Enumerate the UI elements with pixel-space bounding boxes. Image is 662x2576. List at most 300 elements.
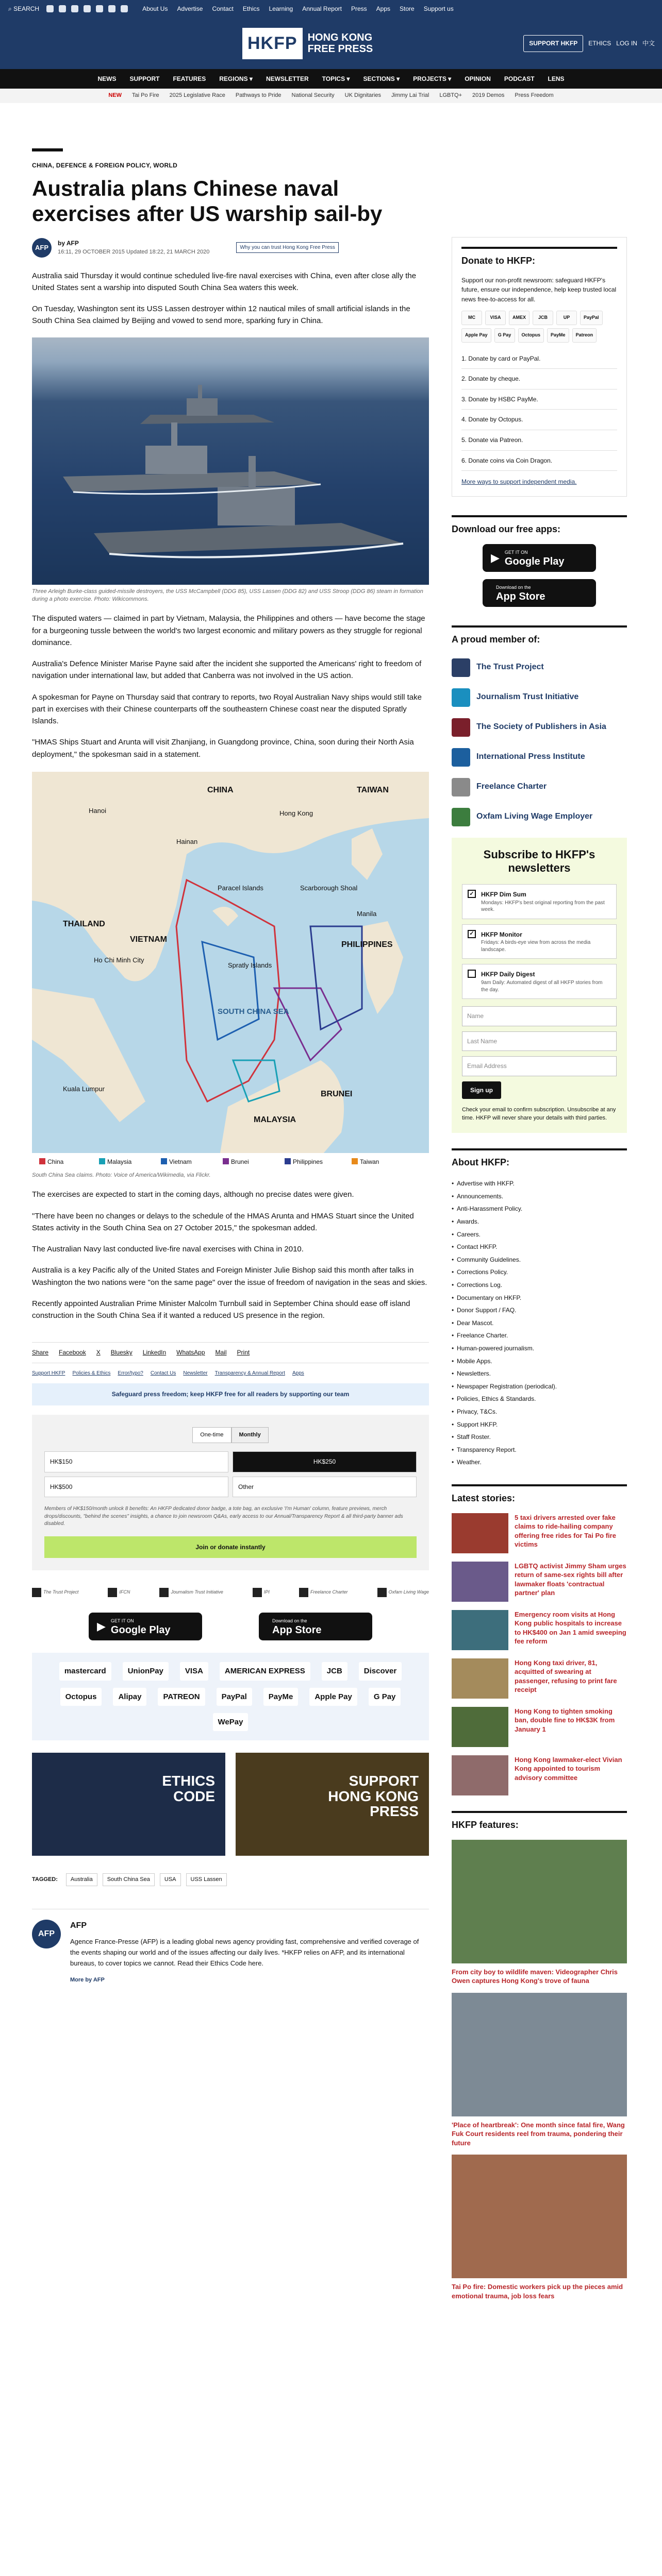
payment-logo: VISA [180, 1662, 208, 1680]
sidebar-app-buttons [452, 544, 627, 607]
article-category[interactable]: CHINA, DEFENCE & FOREIGN POLICY, WORLD [32, 162, 178, 169]
share-link[interactable]: X [96, 1349, 101, 1357]
paragraph: A spokesman for Payne on Thursday said that contrary to reports, two Royal Australian Navy ships would still take part in exercises with their Chinese counterparts off the southeastern Chinese coast near the disputed Spratly Islands. [32, 692, 422, 726]
app-store-button[interactable] [259, 1613, 372, 1640]
amount-other[interactable]: Other [233, 1477, 417, 1498]
about-link[interactable]: • Policies, Ethics & Standards. [452, 1393, 627, 1405]
member-logo[interactable] [452, 748, 627, 767]
share-label: Share [32, 1349, 49, 1357]
util-link[interactable]: Press [351, 5, 367, 12]
signup-button[interactable]: Sign up [462, 1081, 501, 1099]
member-name: Oxfam Living Wage Employer [476, 812, 593, 821]
payment-logo: PayMe [263, 1688, 299, 1706]
util-link[interactable]: Ethics [242, 5, 260, 12]
newsletter-heading: Subscribe to HKFP's newsletters [483, 848, 595, 874]
about-link[interactable]: • Support HKFP. [452, 1418, 627, 1431]
story-thumbnail[interactable] [452, 1755, 508, 1795]
newsletter-desc: Fridays: A birds-eye view from across the media landscape. [481, 940, 591, 953]
member-logo[interactable] [452, 688, 627, 707]
support-bar[interactable]: Safeguard press freedom; keep HKFP free for all readers by supporting our team [32, 1383, 429, 1405]
payment-logo: AMERICAN EXPRESS [220, 1662, 310, 1680]
about-link[interactable]: • Newsletters. [452, 1367, 627, 1380]
trending-item[interactable]: 2019 Demos [472, 92, 505, 99]
nav-item[interactable]: OPINION [465, 75, 491, 82]
about-link[interactable]: • Freelance Charter. [452, 1329, 627, 1342]
newsletter-signup [452, 838, 627, 1133]
south-china-sea-map [32, 772, 429, 1168]
latest-story[interactable] [452, 1707, 627, 1747]
play-icon: ▶ [97, 1620, 106, 1633]
donate-option[interactable]: 5. Donate via Patreon. [461, 430, 617, 451]
lede: Australia said Thursday it would continue scheduled live-fire naval exercises with China, even after close ally the United States sent a warship into disputed South China Sea waters this week. [32, 271, 417, 292]
nav-item[interactable]: NEWS [97, 75, 117, 82]
trending-label: NEW [108, 92, 122, 99]
about-link[interactable]: • Human-powered journalism. [452, 1342, 627, 1355]
trending-item[interactable]: Press Freedom [515, 92, 554, 99]
byline [32, 238, 429, 258]
newsletter-checkbox[interactable]: ✓ [468, 930, 476, 938]
amount-option[interactable]: HK$500 [44, 1477, 228, 1498]
card-logo: Apple Pay [461, 328, 491, 343]
partner-name: IFCN [119, 1589, 130, 1595]
util-link[interactable]: Contact [212, 5, 234, 12]
partner-icon [253, 1588, 262, 1597]
story-title[interactable]: Hong Kong to tighten smoking ban, double fine to HK$3K from January 1 [515, 1707, 615, 1733]
map-label: Hainan [176, 837, 198, 845]
facebook-icon[interactable] [46, 5, 54, 12]
about-link[interactable]: • Corrections Policy. [452, 1266, 627, 1279]
article-dates: 16:11, 29 OCTOBER 2015 Updated 18:22, 21 MARCH 2020 [58, 249, 210, 256]
donate-panel [452, 237, 627, 497]
latest-story[interactable] [452, 1658, 627, 1699]
member-name: The Trust Project [476, 663, 544, 672]
tag[interactable]: USA [160, 1873, 181, 1886]
card-logo: Patreon [572, 328, 597, 343]
nav-item[interactable]: LENS [548, 75, 565, 82]
story-title[interactable]: Hong Kong lawmaker-elect Vivian Kong appointed to tourism advisory committee [515, 1755, 622, 1782]
amount-option[interactable]: HK$150 [44, 1451, 228, 1472]
about-link[interactable]: • Community Guidelines. [452, 1253, 627, 1266]
banner-title: SUPPORT HONG KONG PRESS [328, 1773, 419, 1819]
search-button[interactable]: ⌕ SEARCH [8, 5, 40, 12]
social-icons [46, 5, 128, 12]
author-bio: Agence France-Presse (AFP) is a leading global news agency providing fast, comprehensive and verified coverage of the events shaping our world and of the issues affecting our daily lives. *HKFP relies on AFP, and its international bureaus, to cover topics we cannot. Read their Ethics Code here. [70, 1938, 419, 1967]
about-link[interactable]: • Weather. [452, 1456, 627, 1469]
partner-logo[interactable] [159, 1588, 223, 1597]
partner-logo[interactable] [299, 1588, 348, 1597]
latest-story[interactable] [452, 1562, 627, 1602]
share-link[interactable]: Mail [215, 1349, 227, 1357]
warship-illustration [32, 337, 429, 585]
member-logo[interactable] [452, 658, 627, 677]
about-link[interactable]: • Staff Roster. [452, 1431, 627, 1444]
newsletter-checkbox[interactable] [468, 970, 476, 978]
main-nav [0, 69, 662, 89]
monthly-toggle[interactable]: Monthly [231, 1427, 269, 1443]
nav-item[interactable]: SUPPORT [129, 75, 160, 82]
legend-china: China [47, 1158, 64, 1165]
author-avatar[interactable]: AFP [32, 238, 52, 258]
newsletter-name: HKFP Daily Digest [481, 971, 535, 978]
about-link[interactable]: • Careers. [452, 1228, 627, 1241]
member-logo[interactable] [452, 718, 627, 737]
about-links [452, 1177, 627, 1469]
map-label: Hanoi [89, 806, 106, 815]
donate-option[interactable]: 4. Donate by Octopus. [461, 410, 617, 430]
one-time-toggle[interactable]: One-time [192, 1427, 231, 1443]
gp-label: Google Play [110, 1624, 171, 1636]
as-small: Download on the [496, 584, 531, 590]
ethics-link[interactable]: ETHICS [588, 40, 611, 47]
partner-name: IPI [263, 1589, 270, 1595]
promo-banners [32, 1753, 429, 1856]
banner-title: ETHICS CODE [162, 1773, 215, 1804]
legend-brunei: Brunei [231, 1158, 249, 1165]
policy-link[interactable]: Policies & Ethics [72, 1370, 111, 1376]
map-label: VIETNAM [130, 935, 167, 944]
policy-link[interactable]: Support HKFP [32, 1370, 65, 1376]
member-name: Journalism Trust Initiative [476, 692, 579, 702]
trending-item[interactable]: Jimmy Lai Trial [391, 92, 429, 99]
payment-logo: Discover [359, 1662, 402, 1680]
about-link[interactable]: • Anti-Harassment Policy. [452, 1202, 627, 1215]
member-benefits-note: Members of HK$150/month unlock 8 benefits: An HKFP dedicated donor badge, a tote bag, an exclusive 'I'm Human' column, feature previews, merch drops/discounts, "behind the scenes" insights, a chance to join newsroom Q&As, early access to our Annual/Transparency Report & all third-party banner ads disabled. [44, 1506, 403, 1527]
trending-item[interactable]: 2025 Legislative Race [169, 92, 225, 99]
nav-item[interactable]: PODCAST [504, 75, 535, 82]
story-title[interactable]: LGBTQ activist Jimmy Sham urges return of same-sex rights bill after lawmaker floats 'contractual partner' plan [515, 1562, 626, 1597]
about-link[interactable]: • Donor Support / FAQ. [452, 1304, 627, 1317]
nav-item[interactable]: NEWSLETTER [266, 75, 309, 82]
map-label: TAIWAN [357, 785, 389, 794]
payment-logos [32, 1653, 429, 1740]
latest-stories [452, 1513, 627, 1795]
share-link[interactable]: Print [237, 1349, 250, 1357]
google-play-button[interactable] [89, 1613, 202, 1640]
instagram-icon[interactable] [71, 5, 78, 12]
member-icon [452, 748, 470, 767]
paragraph: The disputed waters — claimed in part by Vietnam, Malaysia, the Philippines and others — have become the stage for a burgeoning tussle between the world's two largest economic and military powers as they struggle for regional dominance. [32, 614, 425, 647]
story-thumbnail[interactable] [452, 1513, 508, 1553]
card-logo: PayPal [580, 311, 603, 325]
card-logo: PayMe [547, 328, 569, 343]
utility-links [142, 4, 454, 14]
card-logo: MC [461, 311, 482, 325]
email-input[interactable]: Email Address [462, 1056, 617, 1076]
masthead [0, 18, 662, 69]
nav-item[interactable]: REGIONS ▾ [219, 75, 253, 82]
story-thumbnail[interactable] [452, 1707, 508, 1747]
about-heading: About HKFP: [452, 1148, 627, 1170]
donate-option[interactable]: 6. Donate coins via Coin Dragon. [461, 451, 617, 471]
newsletter-name: HKFP Monitor [481, 930, 522, 938]
payment-logo: PayPal [217, 1688, 252, 1706]
legend-vietnam: Vietnam [169, 1158, 192, 1165]
paragraph: "There have been no changes or delays to the schedule of the HMAS Arunta and HMAS Stuart since the United States activity in the South China Sea on 27 October 2015," the spokesman added. [32, 1211, 414, 1232]
about-link[interactable]: • Awards. [452, 1215, 627, 1228]
member-logo[interactable] [452, 808, 627, 826]
feature-title[interactable]: Tai Po fire: Domestic workers pick up the pieces amid emotional trauma, job loss fears [452, 2283, 623, 2300]
card-logo: G Pay [494, 328, 515, 343]
donate-widget [32, 1415, 429, 1570]
member-icon [452, 778, 470, 796]
map-label: BRUNEI [321, 1089, 353, 1098]
nav-item[interactable]: PROJECTS ▾ [413, 75, 452, 82]
partner-name: Freelance Charter [310, 1589, 348, 1595]
trending-item[interactable]: National Security [291, 92, 335, 99]
story-thumbnail[interactable] [452, 1658, 508, 1699]
story-thumbnail[interactable] [452, 1562, 508, 1602]
map-label: Manila [357, 909, 377, 918]
payment-logo: WePay [213, 1713, 249, 1731]
paragraph: The exercises are expected to start in the coming days, although no precise dates were given. [32, 1190, 354, 1199]
trending-bar [0, 89, 662, 103]
payment-logo: Alipay [113, 1688, 146, 1706]
share-link[interactable]: LinkedIn [142, 1349, 167, 1357]
nav-item[interactable]: SECTIONS ▾ [363, 75, 400, 82]
member-name: Freelance Charter [476, 782, 547, 791]
donate-option[interactable]: 2. Donate by cheque. [461, 369, 617, 389]
warship-photo [32, 337, 429, 585]
donate-heading: Donate to HKFP: [461, 247, 617, 268]
util-link[interactable]: Apps [376, 5, 390, 12]
app-store-button[interactable] [483, 579, 596, 607]
play-icon: ▶ [491, 551, 500, 564]
feature-story[interactable] [452, 1993, 627, 2148]
legend-taiwan: Taiwan [360, 1158, 379, 1165]
logo-mark: HKFP [242, 28, 303, 59]
map-label: Kuala Lumpur [63, 1084, 105, 1093]
trending-item[interactable]: Tai Po Fire [132, 92, 159, 99]
share-link[interactable]: WhatsApp [176, 1349, 205, 1357]
partner-logo[interactable] [377, 1588, 429, 1597]
newsletter-desc: 9am Daily: Automated digest of all HKFP stories from the day. [481, 980, 603, 993]
feature-title[interactable]: From city boy to wildlife maven: Videographer Chris Owen captures Hong Kong's trove of fauna [452, 1968, 618, 1985]
threads-icon[interactable] [84, 5, 91, 12]
about-link[interactable]: • Newspaper Registration (periodical). [452, 1380, 627, 1393]
last-name-input[interactable]: Last Name [462, 1031, 617, 1052]
app-store-buttons [32, 1613, 429, 1640]
article-title: Australia plans Chinese naval exercises after US warship sail-by [32, 176, 383, 226]
photo-caption: Three Arleigh Burke-class guided-missile destroyers, the USS McCampbell (DDG 85), USS Lassen (DDG 82) and USS Stroop (DDG 86) steam in formation during a photo exercise. Photo: Wikicommons. [32, 588, 423, 603]
linkedin-icon[interactable] [108, 5, 115, 12]
partner-logo[interactable] [32, 1588, 78, 1597]
card-logo: AMEX [509, 311, 529, 325]
latest-story[interactable] [452, 1610, 627, 1650]
map-label: Scarborough Shoal [300, 884, 358, 892]
about-link[interactable]: • Advertise with HKFP. [452, 1177, 627, 1190]
payment-logo: UnionPay [123, 1662, 169, 1680]
newsletter-note: Check your email to confirm subscription. Unsubscribe at any time. HKFP will never share your details with third parties. [462, 1107, 616, 1122]
feature-story[interactable] [452, 1840, 627, 1986]
member-logos [452, 658, 627, 826]
google-play-button[interactable] [483, 544, 596, 572]
about-link[interactable]: • Contact HKFP. [452, 1241, 627, 1253]
util-link[interactable]: Store [400, 5, 415, 12]
more-ways-link[interactable]: More ways to support independent media. [461, 478, 577, 486]
more-by-author-link[interactable]: More by AFP [70, 1977, 105, 1984]
trending-item[interactable]: UK Dignitaries [344, 92, 381, 99]
author-box-avatar[interactable]: AFP [32, 1920, 61, 1948]
policy-link[interactable]: Newsletter [183, 1370, 208, 1376]
utility-bar [0, 0, 662, 18]
newsletter-checkbox[interactable]: ✓ [468, 890, 476, 898]
map-label: MALAYSIA [254, 1115, 296, 1124]
paragraph: "HMAS Ships Stuart and Arunta will visit Zhanjiang, in Guangdong province, China, soon during their North Asia deployment," the spokesman said in a statement. [32, 738, 414, 759]
paragraph: Australia is a key Pacific ally of the United States and Foreign Minister Julie Bishop said this month after talks in Washington the two nations were "on the same page" over the issue of freedom of navigation in the seas and skies. [32, 1266, 427, 1287]
member-logo[interactable] [452, 778, 627, 796]
apps-heading: Download our free apps: [452, 515, 627, 537]
tag[interactable]: USS Lassen [186, 1873, 227, 1886]
share-link[interactable]: Facebook [59, 1349, 86, 1357]
about-link[interactable]: • Dear Mascot. [452, 1317, 627, 1330]
as-label: App Store [272, 1624, 322, 1636]
about-link[interactable]: • Privacy, T&Cs. [452, 1405, 627, 1418]
story-title[interactable]: Hong Kong taxi driver, 81, acquitted of swearing at passenger, refusing to print fare receipt [515, 1658, 617, 1694]
newsletter-option[interactable] [462, 884, 617, 919]
story-title[interactable]: 5 taxi drivers arrested over fake claims to ride-hailing company offering free rides for Tai Po fire victims [515, 1513, 616, 1549]
support-hkfp-button[interactable]: SUPPORT HKFP [523, 35, 583, 52]
member-icon [452, 658, 470, 677]
payment-logo: mastercard [59, 1662, 111, 1680]
gp-label: Google Play [504, 555, 565, 567]
map-label: THAILAND [63, 919, 105, 928]
hkfp-logo[interactable] [242, 28, 373, 59]
partner-icon [299, 1588, 308, 1597]
util-link[interactable]: About Us [142, 5, 168, 12]
feature-image[interactable] [452, 2155, 627, 2278]
gp-small: GET IT ON [110, 1618, 134, 1624]
story-thumbnail[interactable] [452, 1610, 508, 1650]
policy-link[interactable]: Contact Us [150, 1370, 176, 1376]
map-caption: South China Sea claims. Photo: Voice of America/Wikimedia, via Flickr. [32, 1172, 211, 1178]
support-press-banner[interactable] [236, 1753, 429, 1856]
map-label: Hong Kong [279, 809, 313, 817]
card-logo: JCB [533, 311, 553, 325]
join-donate-button[interactable]: Join or donate instantly [44, 1536, 417, 1558]
about-link[interactable]: • Announcements. [452, 1190, 627, 1203]
card-logo: VISA [485, 311, 506, 325]
paragraph: On Tuesday, Washington sent its USS Lassen destroyer within 12 nautical miles of small artificial islands in the South China Sea claimed by Beijing and vowed to send more, sparking fury in China. [32, 304, 410, 326]
policy-link[interactable]: Transparency & Annual Report [214, 1370, 285, 1376]
about-link[interactable]: • Documentary on HKFP. [452, 1292, 627, 1304]
donate-option[interactable]: 1. Donate by card or PayPal. [461, 349, 617, 369]
member-icon [452, 718, 470, 737]
amount-option-selected[interactable]: HK$250 [233, 1451, 417, 1472]
partner-name: Oxfam Living Wage [388, 1589, 429, 1595]
login-link[interactable]: LOG IN [616, 40, 637, 47]
logo-line2: FREE PRESS [307, 43, 373, 55]
tag[interactable]: Australia [66, 1873, 97, 1886]
partner-logo[interactable] [253, 1588, 270, 1597]
policy-link[interactable]: Apps [292, 1370, 304, 1376]
util-link[interactable]: Support us [423, 5, 454, 12]
payment-logo: JCB [322, 1662, 347, 1680]
latest-story[interactable] [452, 1755, 627, 1795]
map-label: SOUTH CHINA SEA [218, 1007, 289, 1016]
about-link[interactable]: • Corrections Log. [452, 1279, 627, 1292]
legend-malaysia: Malaysia [107, 1158, 132, 1165]
partner-name: The Trust Project [43, 1589, 79, 1595]
partner-icon [32, 1588, 41, 1597]
newsletter-option[interactable] [462, 964, 617, 999]
youtube-icon[interactable] [96, 5, 103, 12]
donate-intro[interactable]: Support our non-profit newsroom: safeguard HKFP's future, ensure our independence, help keep trusted local news free-to-access for all. [461, 276, 617, 303]
util-link[interactable]: Advertise [177, 5, 203, 12]
member-icon [452, 808, 470, 826]
feature-stories [452, 1840, 627, 2301]
x-icon[interactable] [59, 5, 66, 12]
ethics-code-banner[interactable] [32, 1753, 225, 1856]
trending-item[interactable]: LGBTQ+ [439, 92, 462, 99]
author-box [32, 1909, 429, 1985]
logo-line1: HONG KONG [307, 32, 373, 44]
tags-label: TAGGED: [32, 1876, 58, 1883]
map-label: CHINA [207, 785, 234, 794]
feature-image[interactable] [452, 1993, 627, 2116]
share-link[interactable]: Bluesky [110, 1349, 133, 1357]
latest-story[interactable] [452, 1513, 627, 1553]
trust-link[interactable]: Why you can trust Hong Kong Free Press [236, 242, 339, 253]
author-box-name[interactable]: AFP [70, 1921, 87, 1930]
payment-logo: G Pay [369, 1688, 401, 1706]
policy-links [32, 1369, 429, 1378]
language-link[interactable]: 中文 [642, 40, 655, 47]
donate-options [461, 349, 617, 471]
author-name[interactable]: by AFP [58, 239, 79, 247]
title-rule [32, 148, 63, 151]
feature-title[interactable]: 'Place of heartbreak': One month since fatal fire, Wang Fuk Court residents reel from trauma, pondering their future [452, 2121, 625, 2147]
paragraph: Australia's Defence Minister Marise Payne said after the incident she supported the Americans' right to freedom of navigation under international law, but added that Canberra was not involved in the US action. [32, 659, 422, 681]
util-link[interactable]: Learning [269, 5, 293, 12]
gp-small: GET IT ON [504, 549, 528, 555]
newsletter-option[interactable] [462, 924, 617, 959]
nav-item[interactable]: TOPICS ▾ [322, 75, 350, 82]
partner-logos [32, 1588, 429, 1597]
payment-logo: Octopus [60, 1688, 102, 1706]
partner-name: Journalism Trust Initiative [171, 1589, 223, 1595]
legend-philippines: Philippines [293, 1158, 323, 1165]
paragraph: Recently appointed Australian Prime Minister Malcolm Turnbull said in September China should ease off island construction in the South China Sea if it wanted a reduced US presence in the region. [32, 1299, 410, 1320]
nav-item[interactable]: FEATURES [173, 75, 206, 82]
card-logos [461, 311, 617, 343]
map-label: PHILIPPINES [341, 940, 393, 949]
trending-item[interactable]: Pathways to Pride [235, 92, 282, 99]
feature-story[interactable] [452, 2155, 627, 2300]
as-label: App Store [496, 590, 545, 602]
member-icon [452, 688, 470, 707]
share-bar [32, 1342, 429, 1363]
about-link[interactable]: • Mobile Apps. [452, 1355, 627, 1368]
tag[interactable]: South China Sea [103, 1873, 155, 1886]
util-link[interactable]: Annual Report [302, 5, 342, 12]
story-title[interactable]: Emergency room visits at Hong Kong public hospitals to increase to HK$400 on Jan 1 amid sweeping fee reform [515, 1610, 626, 1646]
email-icon[interactable] [121, 5, 128, 12]
features-heading: HKFP features: [452, 1811, 627, 1833]
about-link[interactable]: • Transparency Report. [452, 1444, 627, 1456]
feature-image[interactable] [452, 1840, 627, 1963]
donate-option[interactable]: 3. Donate by HSBC PayMe. [461, 389, 617, 410]
as-small: Download on the [272, 1618, 307, 1624]
newsletter-desc: Mondays: HKFP's best original reporting from the past week. [481, 900, 605, 913]
payment-logo: Apple Pay [309, 1688, 357, 1706]
map-label: Spratly Islands [228, 961, 272, 969]
partner-logo[interactable] [108, 1588, 130, 1597]
policy-link[interactable]: Error/typo? [118, 1370, 143, 1376]
member-name: The Society of Publishers in Asia [476, 722, 606, 732]
partner-icon [159, 1588, 169, 1597]
partner-icon [377, 1588, 387, 1597]
name-input[interactable]: Name [462, 1006, 617, 1026]
